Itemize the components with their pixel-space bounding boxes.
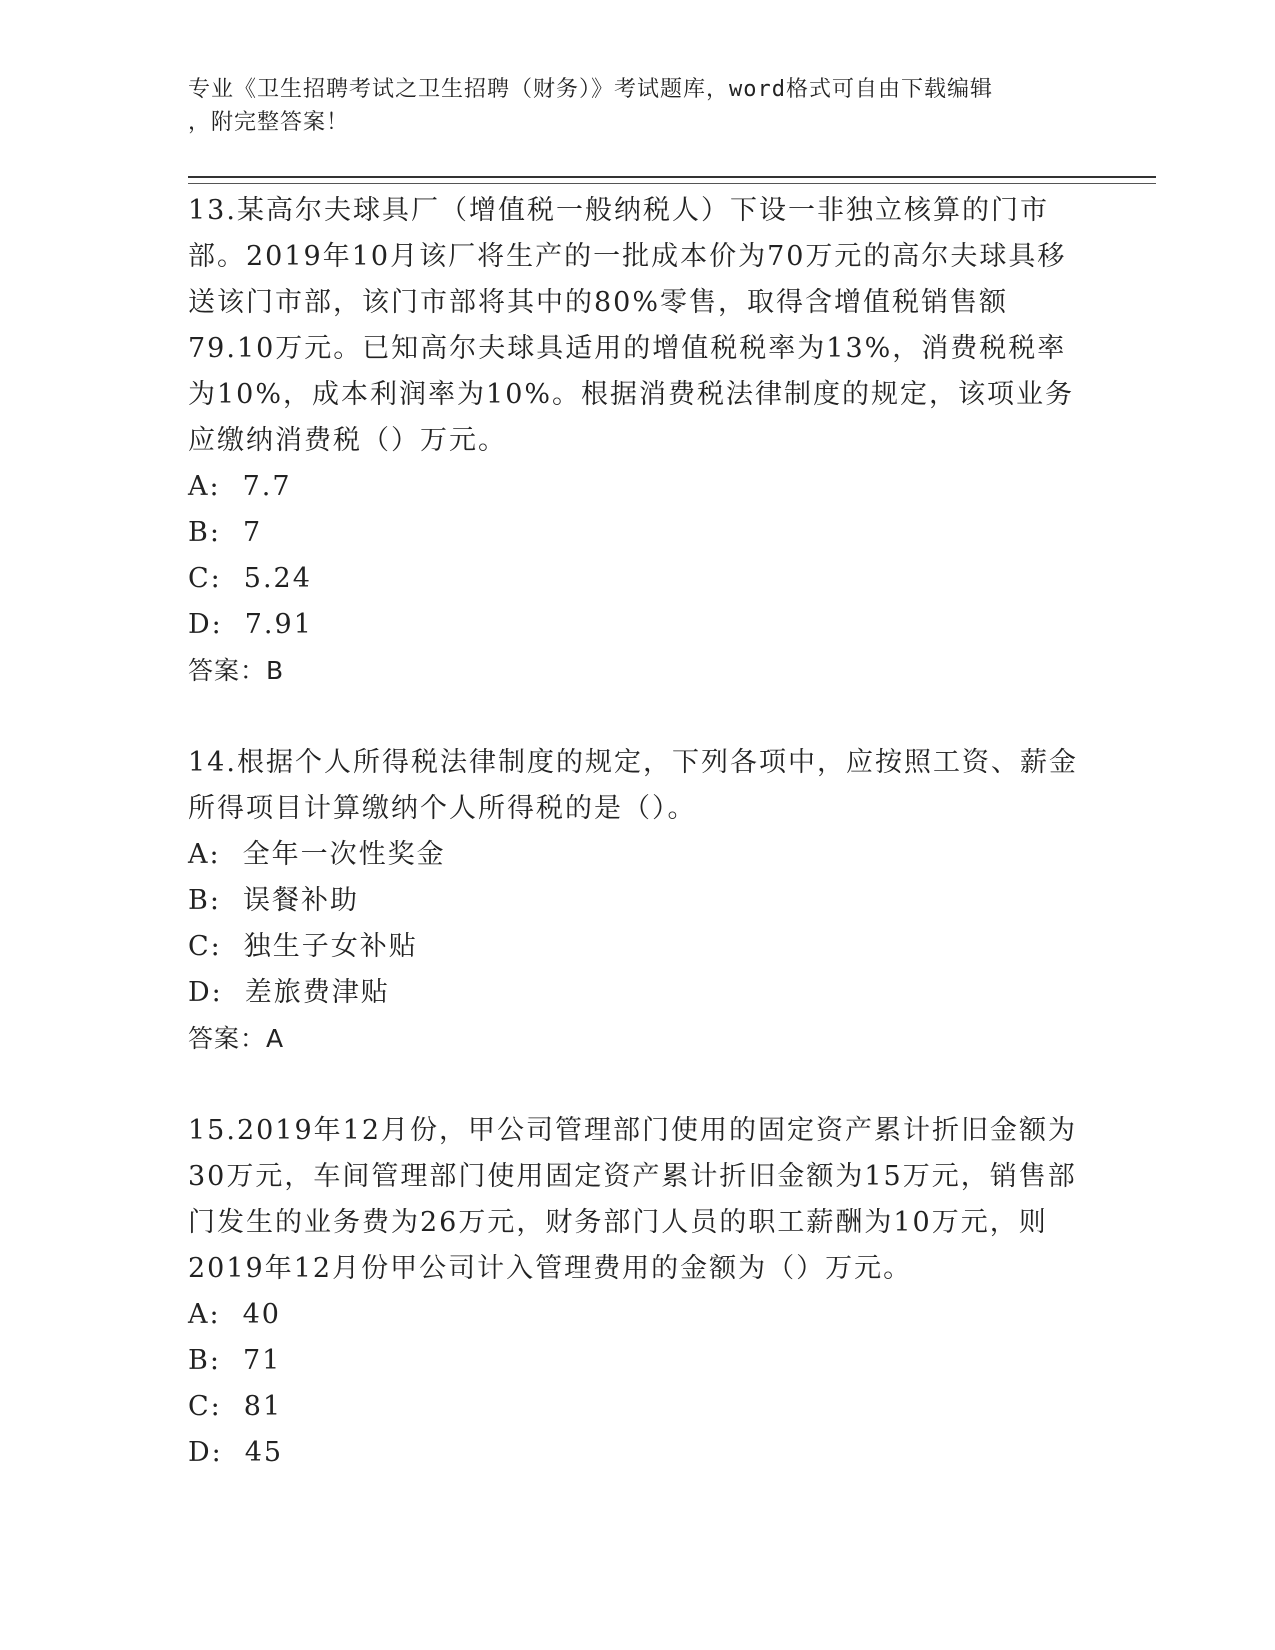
option-letter: D: bbox=[188, 977, 223, 1008]
question-14 bbox=[188, 740, 1088, 1062]
option-b bbox=[188, 878, 1088, 924]
option-value: 独生子女补贴 bbox=[243, 931, 418, 962]
question-spacer bbox=[188, 694, 1088, 740]
option-d bbox=[188, 970, 1088, 1016]
option-letter: A: bbox=[188, 471, 221, 502]
option-a bbox=[188, 1292, 1088, 1338]
option-a bbox=[188, 464, 1088, 510]
option-c bbox=[188, 1384, 1088, 1430]
option-value: 81 bbox=[243, 1391, 283, 1422]
header-divider-thick bbox=[188, 176, 1156, 178]
option-c bbox=[188, 924, 1088, 970]
option-letter: B: bbox=[188, 1345, 221, 1376]
question-spacer bbox=[188, 1062, 1088, 1108]
question-15 bbox=[188, 1108, 1088, 1476]
option-letter: B: bbox=[188, 885, 221, 916]
question-text: 14.根据个人所得税法律制度的规定，下列各项中，应按照工资、薪金所得项目计算缴纳个人所得税的是（）。 bbox=[188, 747, 1078, 824]
option-d bbox=[188, 1430, 1088, 1476]
option-letter: B: bbox=[188, 517, 221, 548]
header-divider-thin bbox=[188, 183, 1156, 184]
option-letter: D: bbox=[188, 1437, 223, 1468]
option-letter: C: bbox=[188, 563, 222, 594]
option-value: 误餐补助 bbox=[242, 885, 359, 916]
option-a bbox=[188, 832, 1088, 878]
option-value: 7.7 bbox=[242, 471, 292, 502]
option-value: 40 bbox=[242, 1299, 281, 1330]
option-value: 全年一次性奖金 bbox=[242, 839, 446, 870]
option-letter: D: bbox=[188, 609, 223, 640]
option-letter: C: bbox=[188, 1391, 222, 1422]
option-value: 7.91 bbox=[244, 609, 313, 640]
option-letter: C: bbox=[188, 931, 222, 962]
option-b bbox=[188, 1338, 1088, 1384]
option-letter: A: bbox=[188, 839, 221, 870]
question-text: 15.2019年12月份，甲公司管理部门使用的固定资产累计折旧金额为30万元，车间管理部门使用固定资产累计折旧金额为15万元，销售部门发生的业务费为26万元，财务部门人员的职工薪酬为10万元，则2019年12月份甲公司计入管理费用的金额为（）万元。 bbox=[188, 1115, 1078, 1284]
answer-line: 答案：B bbox=[188, 656, 285, 685]
option-d bbox=[188, 602, 1088, 648]
header-line-2: ，附完整答案！ bbox=[188, 110, 350, 135]
option-c bbox=[188, 556, 1088, 602]
option-b bbox=[188, 510, 1088, 556]
option-value: 5.24 bbox=[243, 563, 312, 594]
question-text: 13.某高尔夫球具厂（增值税一般纳税人）下设一非独立核算的门市部。2019年10月该厂将生产的一批成本价为70万元的高尔夫球具移送该门市部，该门市部将其中的80%零售，取得含增值税销售额79.10万元。已知高尔夫球具适用的增值税税率为13%，消费税税率为10%，成本利润率为10%。根据消费税法律制度的规定，该项业务应缴纳消费税（）万元。 bbox=[188, 195, 1075, 456]
header-line-1: 专业《卫生招聘考试之卫生招聘（财务）》考试题库，word格式可自由下载编辑 bbox=[188, 77, 993, 102]
option-value: 71 bbox=[242, 1345, 282, 1376]
option-value: 45 bbox=[244, 1437, 284, 1468]
document-header bbox=[188, 73, 1068, 139]
answer-line: 答案：A bbox=[188, 1024, 285, 1053]
question-13 bbox=[188, 188, 1088, 694]
option-value: 7 bbox=[242, 517, 263, 548]
option-value: 差旅费津贴 bbox=[244, 977, 390, 1008]
question-list bbox=[188, 188, 1088, 1476]
option-letter: A: bbox=[188, 1299, 221, 1330]
